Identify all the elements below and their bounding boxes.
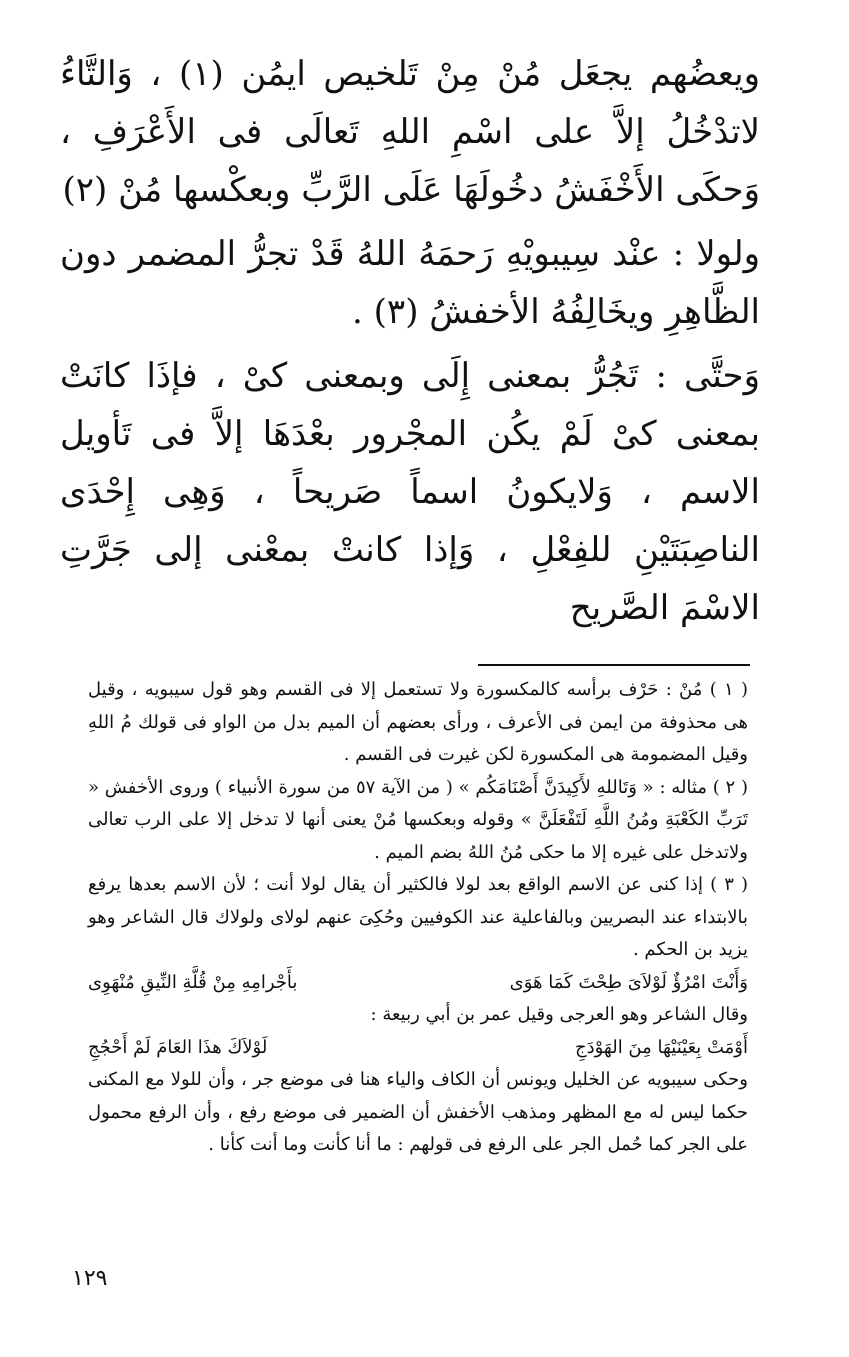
footnote-3-continuation: وحكى سيبويه عن الخليل ويونس أن الكاف والياء هنا فى موضع جر ، وأن للولا مع المكنى حكما ليس له مع المظهر ومذهب الأخفش أن الضمير فى موضع رفع ، وأن الرفع محمول على الجر كما حُمل الجر على الرفع فى قولهم : ما أنا كأنت وما أنت كأنا . (88, 1069, 748, 1155)
verse-line-1 (88, 967, 748, 1000)
main-paragraph-lawla: ولولا : عنْد سِيبويْهِ رَحمَهُ اللهُ قَدْ تجرُّ المضمر دون الظَّاهِرِ ويخَالِفُهُ الأخفشُ (٣) . (60, 234, 760, 332)
verse-line-2 (88, 1032, 748, 1065)
main-text (60, 45, 760, 643)
footnote-3: ( ٣ ) إذا كنى عن الاسم الواقع بعد لولا فالكثير أن يقال لولا أنت ؛ لأن الاسم بعدها يرفع بالابتداء عند البصريين وبالفاعلية عند الكوفيين وحُكِىَ عنهم لولاى ولولاك قال الشاعر وهو يزيد بن الحكم . (88, 874, 748, 960)
verse-2-first-hemistich: أَوْمَتْ بِعَيْنَيْهَا مِنَ الهَوْدَجِ (574, 1036, 748, 1058)
verse-1-second-hemistich: بأَجْرامِهِ مِنْ قُلَّةِ النِّيقِ مُنْهَوِى (88, 971, 298, 993)
main-paragraph-hatta: وَحتَّى : تَجُرُّ بمعنى إِلَى وبمعنى كىْ ، فإذَا كانَتْ بمعنى كىْ لَمْ يكُن المجْرور بعْدَهَا إلاَّ فى تَأويل الاسم ، وَلايكونُ اسماً صَريحاً ، وَهِى إِحْدَى الناصِبَتَيْنِ للفِعْلِ ، وَإذا كانتْ بمعْنى إلى جَرَّتِ الاسْمَ الصَّريح (60, 356, 760, 628)
footnotes (88, 674, 748, 1162)
footnote-2: ( ٢ ) مثاله : « وَتَاللهِ لأَكِيدَنَّ أَصْنَامَكُم » ( من الآية ٥٧ من سورة الأنبياء ) وروى الأخفش « تَرَبِّ الكَعْبَةِ ومُنُ اللَّهِ لَتَفْعَلَنَّ » وقوله وبعكسها مُنْ يعنى أنها لا تدخل إلا على الرب تعالى ولاتدخل على غيره إلا ما حكى مُنُ اللهُ بضم الميم . (88, 776, 748, 863)
footnote-separator (478, 664, 750, 666)
footnote-1: ( ١ ) مُنْ : حَرْف برأسه كالمكسورة ولا تستعمل إلا فى القسم وهو قول سيبويه ، وقيل هى محذوفة من ايمن فى الأعرف ، ورأى بعضهم أن الميم بدل من الواو فى قولك مُ اللهِ وقيل المضمومة هى المكسورة لكن غيرت فى القسم . (88, 679, 748, 765)
verse-2-second-hemistich: لَوْلاَكَ هذَا العَامَ لَمْ أَحْجُجِ (88, 1036, 268, 1058)
verse-attribution: وقال الشاعر وهو العرجى وقيل عمر بن أبي ربيعة : (370, 1004, 748, 1025)
main-paragraph-min-ta: ويعضُهم يجعَل مُنْ مِنْ تَلخيص ايمُن (١) ، وَالتَّاءُ لاتدْخُلُ إلاَّ على اسْمِ اللهِ تَعالَى فى الأَعْرَفِ ، وَحكَى الأَخْفَشُ دخُولَهَا عَلَى الرَّبِّ وبعكْسها مُنْ (٢) (60, 54, 760, 210)
verse-1-first-hemistich: وَأَنْتَ امْرُؤٌ لَوْلاَىَ طِحْتَ كَمَا هَوَى (509, 971, 748, 993)
page-number: ١٢٩ (72, 1266, 108, 1291)
